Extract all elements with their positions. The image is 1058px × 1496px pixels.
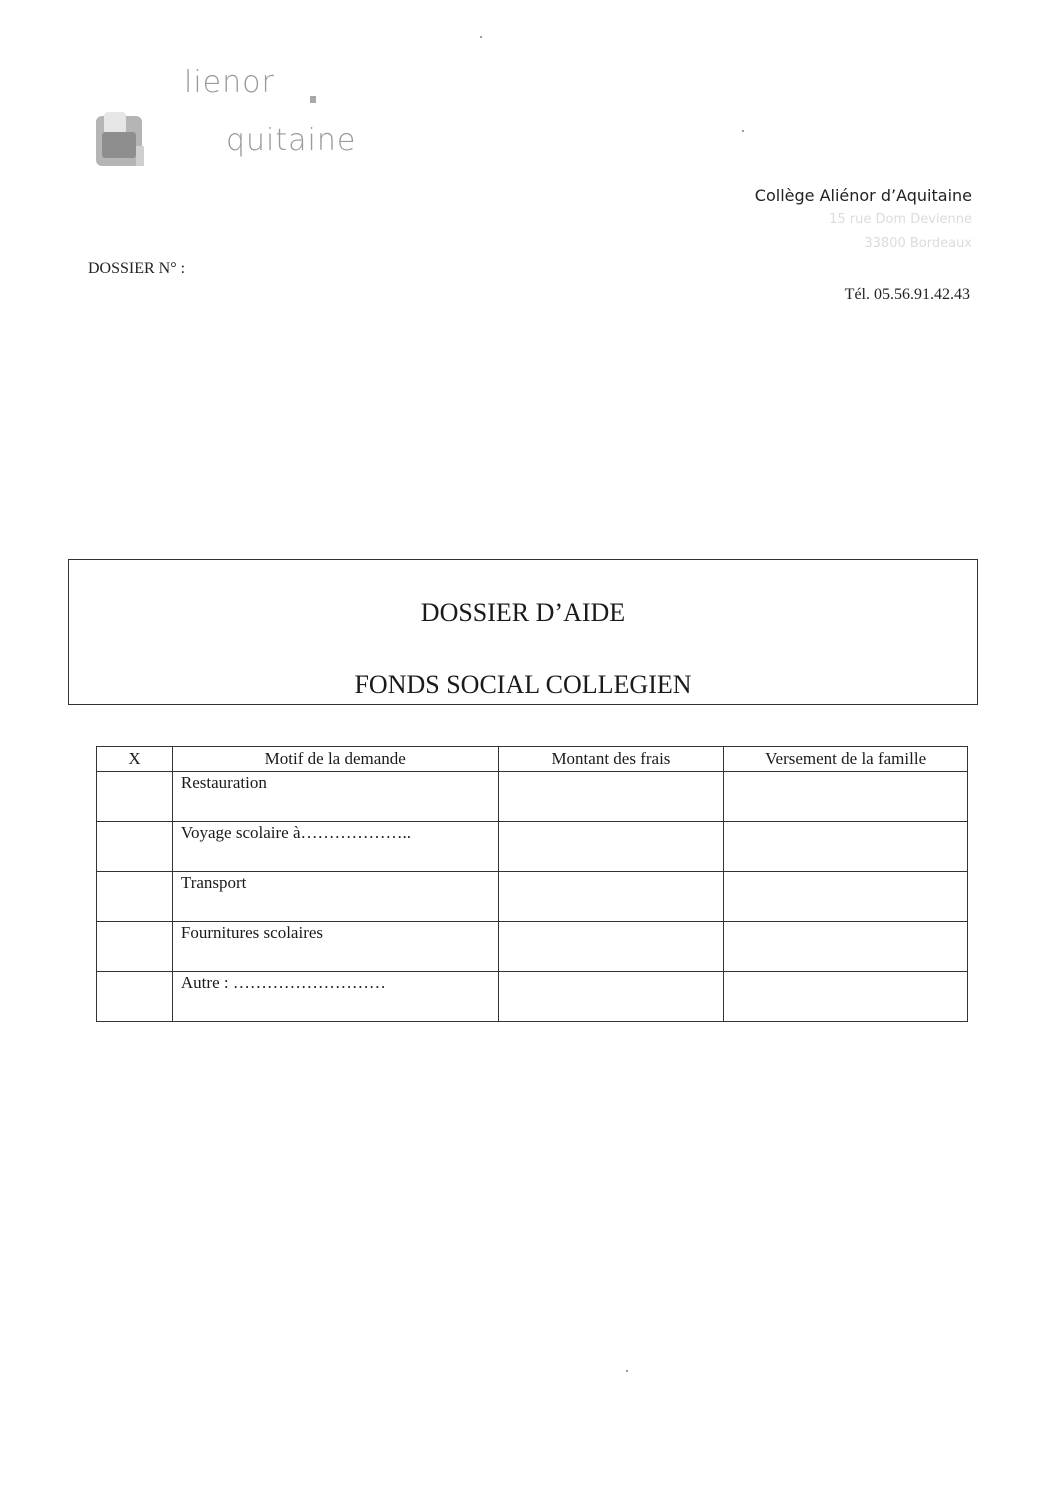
school-telephone: Tél. 05.56.91.42.43	[844, 286, 970, 303]
column-header-versement: Versement de la famille	[724, 747, 968, 772]
school-logo	[92, 60, 362, 180]
aid-request-table	[96, 746, 968, 1022]
checkbox-cell[interactable]	[97, 972, 173, 1022]
versement-cell[interactable]	[724, 772, 968, 822]
column-header-montant: Montant des frais	[498, 747, 724, 772]
table-header-row	[97, 747, 968, 772]
motif-cell: Transport	[172, 872, 498, 922]
document-title: DOSSIER D’AIDE	[420, 598, 626, 627]
scan-speck	[480, 36, 482, 38]
montant-cell[interactable]	[498, 872, 724, 922]
checkbox-cell[interactable]	[97, 822, 173, 872]
column-header-motif: Motif de la demande	[172, 747, 498, 772]
scan-speck	[742, 130, 744, 132]
school-address-line2: 33800 Bordeaux	[864, 236, 972, 251]
motif-cell: Voyage scolaire à………………..	[172, 822, 498, 872]
logo-dot	[310, 96, 316, 103]
montant-cell[interactable]	[498, 822, 724, 872]
school-name: Collège Aliénor d’Aquitaine	[754, 186, 972, 205]
versement-cell[interactable]	[724, 822, 968, 872]
table-row	[97, 772, 968, 822]
logo-text-line2: quitaine	[226, 123, 357, 158]
logo-text-line1: lienor	[184, 65, 275, 100]
school-address-line1: 15 rue Dom Devienne	[829, 212, 972, 227]
scan-speck	[626, 1370, 628, 1372]
school-header	[755, 184, 972, 256]
document-subtitle: FONDS SOCIAL COLLEGIEN	[354, 670, 692, 699]
motif-cell: Restauration	[172, 772, 498, 822]
motif-cell: Fournitures scolaires	[172, 922, 498, 972]
column-header-x: X	[97, 747, 173, 772]
document-title-box	[68, 559, 978, 705]
versement-cell[interactable]	[724, 922, 968, 972]
table-row	[97, 872, 968, 922]
checkbox-cell[interactable]	[97, 922, 173, 972]
montant-cell[interactable]	[498, 922, 724, 972]
checkbox-cell[interactable]	[97, 872, 173, 922]
versement-cell[interactable]	[724, 872, 968, 922]
motif-cell: Autre : ………………………	[172, 972, 498, 1022]
school-logo-icon	[96, 112, 146, 168]
montant-cell[interactable]	[498, 972, 724, 1022]
table-row	[97, 922, 968, 972]
table-row	[97, 822, 968, 872]
table-row	[97, 972, 968, 1022]
dossier-number-label: DOSSIER N° :	[88, 260, 186, 277]
checkbox-cell[interactable]	[97, 772, 173, 822]
montant-cell[interactable]	[498, 772, 724, 822]
versement-cell[interactable]	[724, 972, 968, 1022]
